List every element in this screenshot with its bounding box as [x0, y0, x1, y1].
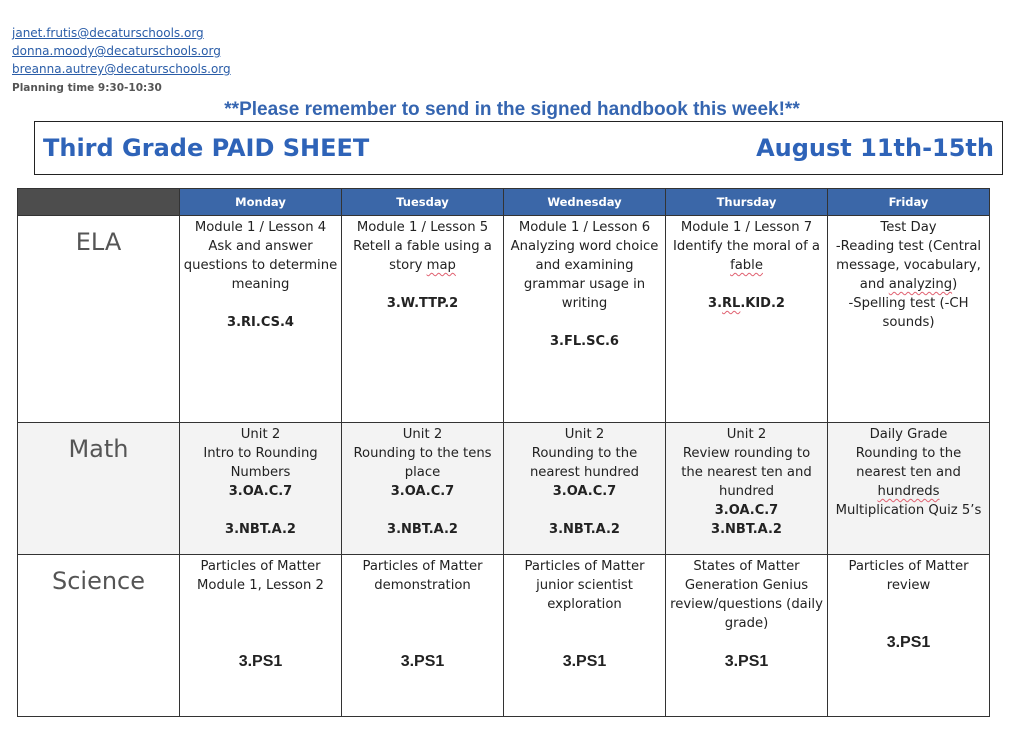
- math-tuesday: [342, 423, 504, 555]
- spellcheck-word: analyzing: [888, 277, 953, 292]
- text-line: junior scientist: [536, 578, 633, 593]
- text-line: demonstration: [374, 578, 471, 593]
- text-line: the nearest ten and: [681, 465, 812, 480]
- science-friday: [828, 555, 990, 717]
- ela-thursday: [666, 216, 828, 423]
- spellcheck-word: RL: [722, 296, 741, 311]
- standard-code: 3.OA.C.7: [390, 484, 455, 499]
- standard-code: 3.OA.C.7: [714, 503, 779, 518]
- text-fragment: .KID.2: [740, 296, 785, 311]
- ela-row: [18, 216, 990, 423]
- header-friday: Friday: [828, 189, 990, 216]
- text-line: Unit 2: [564, 427, 605, 442]
- date-range: August 11th-15th: [756, 134, 994, 162]
- text-line: writing: [561, 296, 608, 311]
- text-line: Identify the moral of a: [672, 239, 821, 254]
- header-thursday: Thursday: [666, 189, 828, 216]
- text-line: nearest hundred: [529, 465, 640, 480]
- email-link-janet[interactable]: janet.frutis@decaturschools.org: [12, 26, 204, 40]
- header-tuesday: Tuesday: [342, 189, 504, 216]
- standard-code: 3.PS1: [886, 634, 931, 651]
- standard-code: 3.NBT.A.2: [387, 522, 458, 537]
- handbook-reminder: **Please remember to send in the signed handbook this week!**: [224, 99, 800, 120]
- planning-time: Planning time 9:30-10:30: [12, 82, 162, 94]
- text-line: -Reading test (Central: [835, 239, 982, 254]
- text-line: Rounding to the tens: [353, 446, 492, 461]
- text-line: Unit 2: [240, 427, 281, 442]
- text-line: Numbers: [230, 465, 291, 480]
- text-line: place: [404, 465, 441, 480]
- text-line: Intro to Rounding: [203, 446, 318, 461]
- text-line: message, vocabulary,: [836, 258, 981, 273]
- subject-ela: ELA: [18, 216, 180, 423]
- text-line: Module 1 / Lesson 6: [518, 220, 651, 235]
- spellcheck-word: hundreds: [877, 484, 940, 499]
- standard-code: 3.W.TTP.2: [386, 296, 459, 311]
- standard-code: 3.NBT.A.2: [549, 522, 620, 537]
- text-line: exploration: [547, 597, 622, 612]
- standard-code: 3.NBT.A.2: [711, 522, 782, 537]
- text-line: Multiplication Quiz 5’s: [835, 503, 982, 518]
- text-line: Module 1 / Lesson 4: [194, 220, 327, 235]
- text-line: Ask and answer: [208, 239, 313, 254]
- text-line: Module 1, Lesson 2: [197, 578, 324, 593]
- email-link-breanna[interactable]: breanna.autrey@decaturschools.org: [12, 62, 231, 76]
- standard-code: 3.PS1: [562, 653, 607, 670]
- text-line: review/questions (daily: [670, 597, 823, 612]
- text-line: Unit 2: [726, 427, 767, 442]
- text-line: Unit 2: [402, 427, 443, 442]
- text-line: Analyzing word choice: [510, 239, 659, 254]
- text-line: sounds): [882, 315, 935, 330]
- standard-code: 3.PS1: [400, 653, 445, 670]
- text-line: meaning: [231, 277, 290, 292]
- email-link-donna[interactable]: donna.moody@decaturschools.org: [12, 44, 221, 58]
- text-line: hundred: [718, 484, 775, 499]
- title-box: [34, 121, 1003, 175]
- ela-monday: [180, 216, 342, 423]
- ela-tuesday: [342, 216, 504, 423]
- lesson-plan-table: [17, 188, 990, 717]
- text-line: States of Matter: [693, 559, 800, 574]
- header-corner: [18, 189, 180, 216]
- math-friday: [828, 423, 990, 555]
- text-line: Daily Grade: [869, 427, 948, 442]
- math-monday: [180, 423, 342, 555]
- text-line: Particles of Matter: [848, 559, 969, 574]
- math-thursday: [666, 423, 828, 555]
- spellcheck-word: fable: [730, 258, 763, 273]
- text-line: nearest ten and: [856, 465, 961, 480]
- text-line: Particles of Matter: [362, 559, 483, 574]
- text-line: questions to determine: [183, 258, 338, 273]
- text-line: Particles of Matter: [524, 559, 645, 574]
- subject-math: Math: [18, 423, 180, 555]
- text-line: Module 1 / Lesson 5: [356, 220, 489, 235]
- standard-code: 3.RI.CS.4: [227, 315, 294, 330]
- science-row: [18, 555, 990, 717]
- standard-code: 3.PS1: [238, 653, 283, 670]
- text-line: Particles of Matter: [200, 559, 321, 574]
- text-line: Rounding to the: [531, 446, 638, 461]
- subject-science: Science: [18, 555, 180, 717]
- ela-wednesday: [504, 216, 666, 423]
- standard-code: 3.OA.C.7: [228, 484, 293, 499]
- header-row: [18, 189, 990, 216]
- spellcheck-word: map: [426, 258, 456, 273]
- text-line: grammar usage in: [523, 277, 646, 292]
- science-wednesday: [504, 555, 666, 717]
- standard-code: 3.NBT.A.2: [225, 522, 296, 537]
- science-thursday: [666, 555, 828, 717]
- page-title: Third Grade PAID SHEET: [43, 134, 370, 162]
- text-line: Generation Genius: [684, 578, 809, 593]
- standard-code: 3.OA.C.7: [552, 484, 617, 499]
- text-fragment: 3.: [708, 296, 723, 311]
- text-line: Review rounding to: [682, 446, 811, 461]
- science-tuesday: [342, 555, 504, 717]
- standard-code: 3.PS1: [724, 653, 769, 670]
- math-wednesday: [504, 423, 666, 555]
- text-fragment: story: [389, 258, 427, 273]
- text-line: and examining: [535, 258, 634, 273]
- text-line: Rounding to the: [855, 446, 962, 461]
- contact-block: [12, 24, 231, 97]
- text-line: -Spelling test (-CH: [848, 296, 969, 311]
- header-monday: Monday: [180, 189, 342, 216]
- text-fragment: and: [859, 277, 889, 292]
- text-line: review: [886, 578, 931, 593]
- header-wednesday: Wednesday: [504, 189, 666, 216]
- text-line: Module 1 / Lesson 7: [680, 220, 813, 235]
- text-line: Test Day: [880, 220, 937, 235]
- standard-code: [669, 294, 824, 313]
- standard-code: 3.FL.SC.6: [550, 334, 619, 349]
- ela-friday: [828, 216, 990, 423]
- text-line: [345, 256, 500, 275]
- science-monday: [180, 555, 342, 717]
- text-line: [831, 275, 986, 294]
- text-line: grade): [724, 616, 769, 631]
- text-fragment: ): [952, 277, 958, 292]
- text-line: Retell a fable using a: [353, 239, 492, 254]
- math-row: [18, 423, 990, 555]
